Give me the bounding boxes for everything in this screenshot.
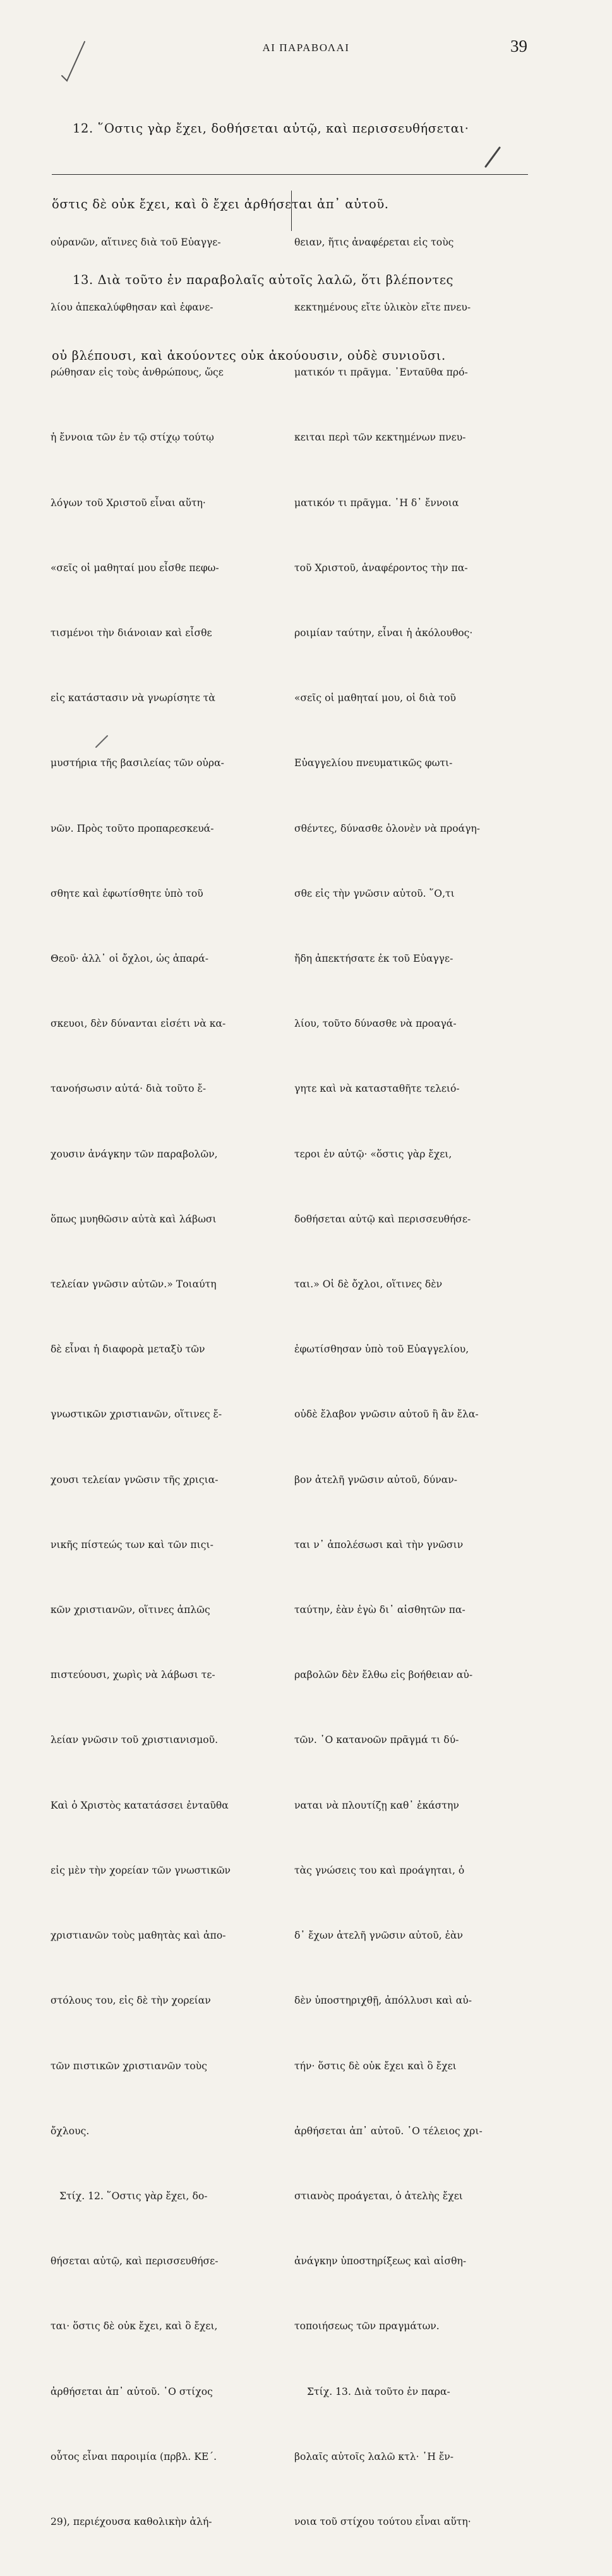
text-line: σκευοι, δὲν δύνανται εἰσέτι νὰ κα-: [51, 1018, 226, 1030]
text-line: θειαν, ἥτις ἀναφέρεται εἰς τοὺς: [294, 236, 454, 248]
left-column: [51, 188, 291, 2576]
text-line: εἰς μὲν τὴν χορείαν τῶν γνωστικῶν: [51, 1864, 231, 1876]
text-line: Εὐαγγελίου πνευματικῶς φωτι-: [294, 757, 453, 769]
text-line: τῶν πιστικῶν χριστιανῶν τοὺς: [51, 2060, 207, 2072]
text-line: ται.» Οἱ δὲ ὄχλοι, οἵτινες δὲν: [294, 1279, 443, 1291]
text-line: Καὶ ὁ Χριστὸς κατατάσσει ἐνταῦθα: [51, 1799, 229, 1811]
text-line: δὲν ὑποστηριχθῇ, ἀπόλλυσι καὶ αὐ-: [294, 1995, 472, 2007]
verse-line: ὅστις δὲ οὐκ ἔχει, καὶ ὃ ἔχει ἀρθήσεται ἀπ᾽ αὐτοῦ.: [52, 197, 389, 211]
running-title: ΑΙ ΠΑΡΑΒΟΛΑΙ: [262, 42, 350, 54]
text-line: ται· ὅστις δὲ οὐκ ἔχει, καὶ ὃ ἔχει,: [51, 2320, 218, 2332]
text-line: τήν· ὅστις δὲ οὐκ ἔχει καὶ ὃ ἔχει: [294, 2060, 457, 2072]
text-line: «σεῖς οἱ μαθηταί μου, οἱ διὰ τοῦ: [294, 692, 457, 704]
pencil-small-mark-icon: [93, 733, 110, 750]
text-line: μυστήρια τῆς βασιλείας τῶν οὐρα-: [51, 757, 224, 769]
text-line: πιστεύουσι, χωρὶς νὰ λάβωσι τε-: [51, 1669, 215, 1681]
column-rule: [291, 191, 292, 231]
horizontal-divider: [52, 174, 528, 175]
text-line: κῶν χριστιανῶν, οἵτινες ἁπλῶς: [51, 1604, 210, 1616]
text-line: νικῆς πίστεώς των καὶ τῶν πιςι-: [51, 1539, 213, 1551]
text-line: τὰς γνώσεις του καὶ προάγηται, ὁ: [294, 1864, 465, 1876]
text-line: τοποιήσεως τῶν πραγμάτων.: [294, 2320, 440, 2332]
text-line: γητε καὶ νὰ κατασταθῆτε τελειό-: [294, 1083, 460, 1095]
text-line: ρώθησαν εἰς τοὺς ἀνθρώπους, ὥςε: [51, 367, 224, 379]
text-line: οὗτος εἶναι παροιμία (πρβλ. ΚΕ΄.: [51, 2450, 217, 2462]
text-line: γνωστικῶν χριστιανῶν, οἵτινες ἔ-: [51, 1409, 222, 1421]
text-line: τελείαν γνῶσιν αὐτῶν.» Τοιαύτη: [51, 1279, 217, 1291]
text-line: οὐρανῶν, αἵτινες διὰ τοῦ Εὐαγγε-: [51, 236, 221, 248]
text-line: ραβολῶν δὲν ἔλθω εἰς βοήθειαν αὐ-: [294, 1669, 473, 1681]
text-line: οὐδὲ ἔλαβον γνῶσιν αὐτοῦ ἢ ἂν ἔλα-: [294, 1409, 479, 1421]
text-line: Στίχ. 13. Διὰ τοῦτο ἐν παρα-: [307, 2385, 450, 2397]
verse-line: οὐ βλέπουσι, καὶ ἀκούοντες οὐκ ἀκούουσιν, οὐδὲ συνιοῦσι.: [52, 348, 446, 363]
text-line: δὲ εἶναι ἡ διαφορὰ μεταξὺ τῶν: [51, 1344, 205, 1356]
text-line: λείαν γνῶσιν τοῦ χριστιανισμοῦ.: [51, 1734, 219, 1746]
text-line: λίου ἀπεκαλύφθησαν καὶ ἐφανε-: [51, 302, 213, 314]
text-line: σθητε καὶ ἐφωτίσθητε ὑπὸ τοῦ: [51, 887, 203, 899]
text-line: εἰς κατάστασιν νὰ γνωρίσητε τὰ: [51, 692, 215, 704]
text-line: ἤδη ἀπεκτήσατε ἐκ τοῦ Εὐαγγε-: [294, 953, 453, 965]
page-number: 39: [510, 37, 527, 56]
text-line: λόγων τοῦ Χριστοῦ εἶναι αὕτη·: [51, 497, 206, 509]
text-line: στιανὸς προάγεται, ὁ ἀτελὴς ἔχει: [294, 2190, 463, 2202]
text-line: χουσιν ἀνάγκην τῶν παραβολῶν,: [51, 1148, 218, 1160]
text-line: θήσεται αὐτῷ, καὶ περισσευθήσε-: [51, 2255, 219, 2267]
text-line: στόλους του, εἰς δὲ τὴν χορείαν: [51, 1995, 211, 2007]
verse-line: 12. ῞Οστις γὰρ ἔχει, δοθήσεται αὐτῷ, καὶ περισσευθήσεται·: [73, 121, 469, 136]
text-line: βολαῖς αὐτοῖς λαλῶ κτλ· ῾Η ἔν-: [294, 2450, 454, 2462]
text-line: δ᾽ ἔχων ἀτελῆ γνῶσιν αὐτοῦ, ἐὰν: [294, 1930, 464, 1942]
text-line: τισμένοι τὴν διάνοιαν καὶ εἶσθε: [51, 627, 212, 639]
text-line: ἀνάγκην ὑποστηρίξεως καὶ αἰσθη-: [294, 2255, 467, 2267]
text-line: χουσι τελείαν γνῶσιν τῆς χριςια-: [51, 1474, 219, 1486]
text-line: ναται νὰ πλουτίζῃ καθ᾽ ἑκάστην: [294, 1799, 459, 1811]
right-column: [294, 188, 533, 2576]
text-line: νῶν. Πρὸς τοῦτο προπαρεσκευά-: [51, 822, 214, 834]
verse-line: 13. Διὰ τοῦτο ἐν παραβολαῖς αὐτοῖς λαλῶ, ὅτι βλέποντες: [73, 273, 454, 287]
text-line: ἡ ἔννοια τῶν ἐν τῷ στίχῳ τούτῳ: [51, 432, 214, 444]
text-line: κειται περὶ τῶν κεκτημένων πνευ-: [294, 432, 466, 444]
text-line: κεκτημένους εἴτε ὑλικὸν εἴτε πνευ-: [294, 302, 471, 314]
text-line: λίου, τοῦτο δύνασθε νὰ προαγά-: [294, 1018, 457, 1030]
text-line: ματικόν τι πρᾶγμα. ῾Η δ᾽ ἔννοια: [294, 497, 459, 509]
text-line: ἀρθήσεται ἀπ᾽ αὐτοῦ. ῾Ο στίχος: [51, 2385, 213, 2397]
text-line: τεροι ἐν αὐτῷ· «ὅστις γὰρ ἔχει,: [294, 1148, 452, 1160]
text-line: βον ἀτελῆ γνῶσιν αὐτοῦ, δύναν-: [294, 1474, 458, 1486]
text-line: νοια τοῦ στίχου τούτου εἶναι αὕτη·: [294, 2515, 471, 2527]
text-line: Στίχ. 12. ῞Οστις γὰρ ἔχει, δο-: [59, 2190, 208, 2202]
text-line: ματικόν τι πρᾶγμα. ᾿Ενταῦθα πρό-: [294, 367, 468, 379]
text-line: ἐφωτίσθησαν ὑπὸ τοῦ Εὐαγγελίου,: [294, 1344, 469, 1356]
text-line: ροιμίαν ταύτην, εἶναι ἡ ἀκόλουθος·: [294, 627, 473, 639]
text-line: χριστιανῶν τοὺς μαθητὰς καὶ ἀπο-: [51, 1930, 226, 1942]
text-line: «σεῖς οἱ μαθηταί μου εἶσθε πεφω-: [51, 562, 219, 574]
text-line: σθε εἰς τὴν γνῶσιν αὐτοῦ. ῞Ο,τι: [294, 887, 455, 899]
text-line: τοῦ Χριστοῦ, ἀναφέροντος τὴν πα-: [294, 562, 468, 574]
text-line: τῶν. ῾Ο κατανοῶν πρᾶγμά τι δύ-: [294, 1734, 459, 1746]
text-line: ὄχλους.: [51, 2125, 90, 2137]
text-line: ὅπως μυηθῶσιν αὐτὰ καὶ λάβωσι: [51, 1213, 217, 1225]
text-line: ταύτην, ἐὰν ἐγὼ δι᾽ αἰσθητῶν πα-: [294, 1604, 465, 1616]
text-line: ται ν᾽ ἀπολέσωσι καὶ τὴν γνῶσιν: [294, 1539, 464, 1551]
text-line: σθέντες, δύνασθε ὁλονὲν νὰ προάγη-: [294, 822, 481, 834]
text-line: τανοήσωσιν αὐτά· διὰ τοῦτο ἔ-: [51, 1083, 207, 1095]
pencil-end-mark-icon: [483, 145, 502, 169]
text-line: δοθήσεται αὐτῷ καὶ περισσευθήσε-: [294, 1213, 471, 1225]
text-line: 29), περιέχουσα καθολικὴν ἀλή-: [51, 2515, 212, 2527]
text-line: Θεοῦ· ἀλλ᾽ οἱ ὄχλοι, ὡς ἀπαρά-: [51, 953, 208, 965]
text-line: ἀρθήσεται ἀπ᾽ αὐτοῦ. ῾Ο τέλειος χρι-: [294, 2125, 483, 2137]
